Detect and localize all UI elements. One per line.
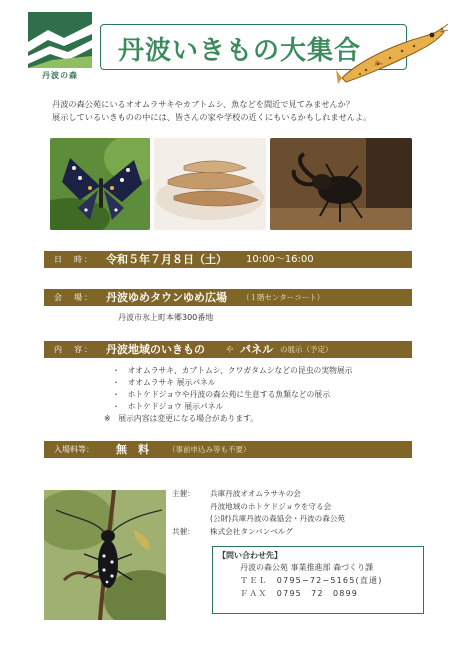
longhorn-beetle-photo xyxy=(44,490,166,620)
content-note: の展示（予定） xyxy=(280,345,333,354)
venue-value: 丹波ゆめタウンゆめ広場 xyxy=(106,291,227,304)
venue-bar xyxy=(44,289,412,306)
date-label: 日 時： xyxy=(54,255,94,264)
host-label: 主催： xyxy=(172,489,195,498)
content-label: 内 容： xyxy=(54,345,94,354)
loach-fish-illustration xyxy=(336,20,448,86)
venue-note: （１階センターコート） xyxy=(242,293,325,302)
list-item: ・ ホトケドジョウや丹波の森公苑に生息する魚類などの展示 xyxy=(112,390,330,399)
butterfly-photo xyxy=(50,138,150,230)
intro-line-1: 丹波の森公苑にいるオオムラサキやカブトムシ、魚などを間近で見てみませんか？ xyxy=(52,99,355,109)
host-3: (公財)兵庫丹波の森協会・丹波の森公苑 xyxy=(210,514,346,523)
list-item: ・ オオムラサキ 展示パネル xyxy=(112,378,216,387)
content-value-2: パネル xyxy=(240,343,273,356)
content-ya: や xyxy=(226,345,234,354)
content-value: 丹波地域のいきもの xyxy=(106,343,205,356)
host-2: 丹波地域のホトケドジョウを守る会 xyxy=(210,501,332,511)
content-remark: ※ 展示内容は変更になる場合があります。 xyxy=(104,414,259,423)
contact-fax: ＦＡＸ 0795 72 0899 xyxy=(240,589,359,598)
intro-line-2: 展示しているいきものの中には、皆さんの家や学校の近くにもいるかもしれませんよ。 xyxy=(52,112,372,122)
co-host-label: 共催： xyxy=(172,526,195,536)
venue-address: 丹波市氷上町本郷300番地 xyxy=(118,313,214,322)
list-item: ・ オオムラサキ、カブトムシ、クワガタムシなどの昆虫の実物展示 xyxy=(112,366,353,375)
fee-note: （事前申込み等も不要） xyxy=(168,445,251,454)
fee-label: 入場料等： xyxy=(54,445,94,454)
fee-bar xyxy=(44,441,412,458)
date-bar xyxy=(44,251,412,268)
venue-label: 会 場： xyxy=(54,293,94,302)
contact-heading: 【問い合わせ先】 xyxy=(218,551,282,560)
fee-value: 無 料 xyxy=(116,443,149,456)
time-value: 10:00〜16:00 xyxy=(246,254,314,265)
list-item: ・ ホトケドジョウ 展示パネル xyxy=(112,402,224,411)
date-value: 令和５年７月８日（土） xyxy=(106,253,227,266)
stag-beetle-photo xyxy=(270,138,412,230)
content-list xyxy=(112,365,432,413)
logo-text: 丹波の森 xyxy=(42,71,78,80)
co-host: 株式会社タンバンベルグ xyxy=(210,526,293,536)
host-1: 兵庫丹波オオムラサキの会 xyxy=(210,489,301,498)
content-bar xyxy=(44,341,412,358)
contact-org: 丹波の森公苑 事業推進部 森づくり課 xyxy=(240,563,374,572)
loach-photo xyxy=(154,138,266,230)
contact-tel: ＴＥＬ 0795−72−5165(直通) xyxy=(240,576,383,585)
page-title: 丹波いきもの大集合 xyxy=(118,36,362,66)
